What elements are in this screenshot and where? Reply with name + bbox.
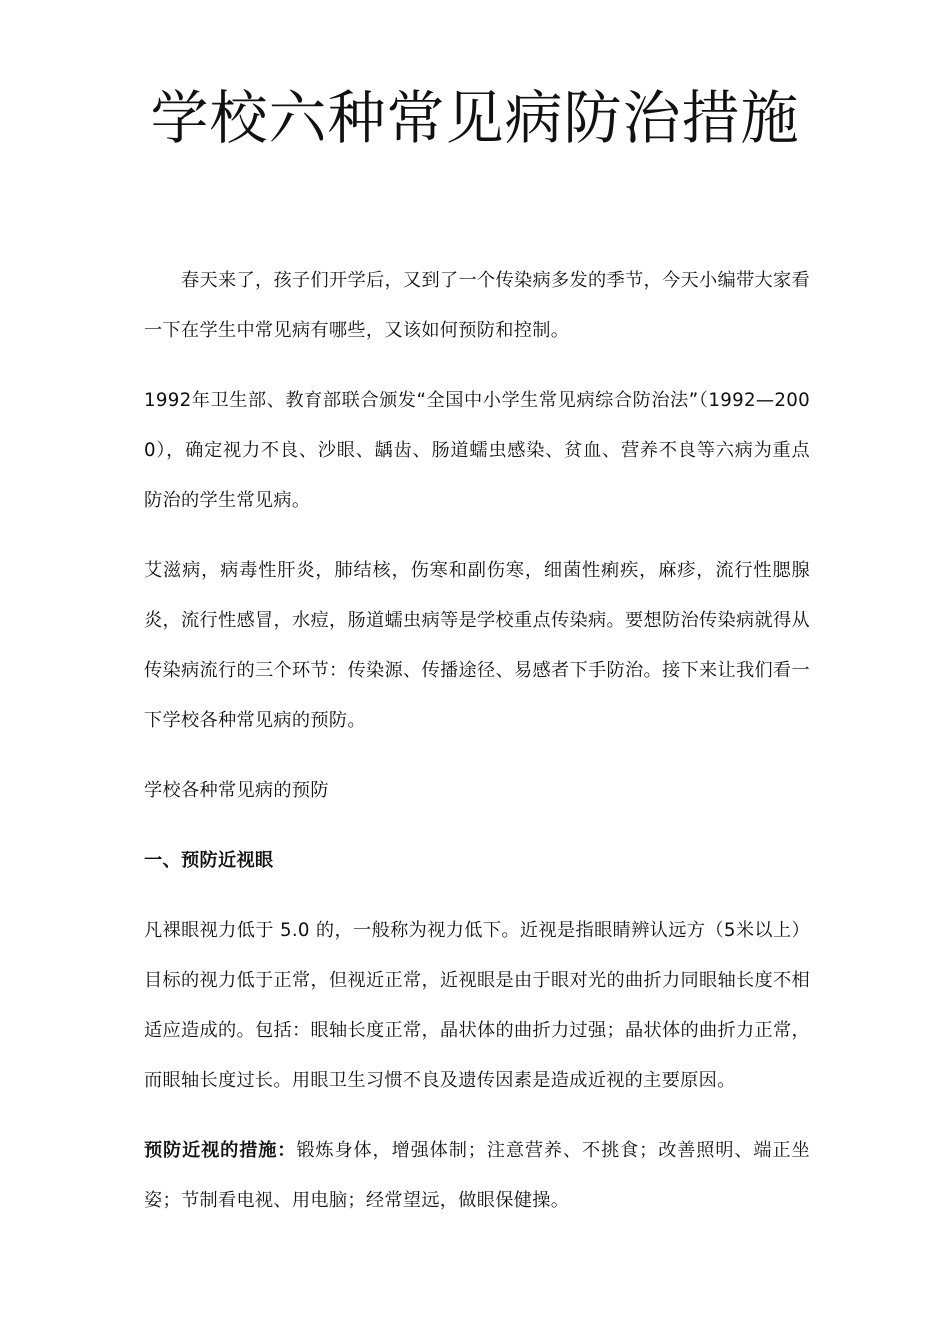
myopia-definition-paragraph: 凡裸眼视力低于 5.0 的，一般称为视力低下。近视是指眼睛辨认远方（5米以上）目标的视力低于正常，但视近正常，近视眼是由于眼对光的曲折力同眼轴长度不相适应造成的。包括：眼轴长度正常，晶状体的曲折力过强；晶状体的曲折力正常，而眼轴长度过长。用眼卫生习惯不良及遗传因素是造成近视的主要原因。 [144, 920, 810, 1091]
document-body [144, 256, 810, 1246]
document-title: 学校六种常见病防治措施 [150, 84, 800, 152]
section-label: 学校各种常见病的预防 [144, 780, 329, 801]
history-paragraph: 1992年卫生部、教育部联合颁发“全国中小学生常见病综合防治法”（1992—2000），确定视力不良、沙眼、龋齿、肠道蠕虫感染、贫血、营养不良等六病为重点防治的学生常见病。 [144, 390, 810, 511]
section-heading-myopia: 一、预防近视眼 [144, 850, 274, 871]
measures-lead: 预防近视的措施： [144, 1140, 297, 1161]
diseases-paragraph: 艾滋病，病毒性肝炎，肺结核，伤寒和副伤寒，细菌性痢疾，麻疹，流行性腮腺炎，流行性感冒，水痘，肠道蠕虫病等是学校重点传染病。要想防治传染病就得从传染病流行的三个环节：传染源、传播途径、易感者下手防治。接下来让我们看一下学校各种常见病的预防。 [144, 560, 810, 731]
myopia-measures-paragraph [144, 1126, 810, 1226]
measures-text: 锻炼身体，增强体制；注意营养、不挑食；改善照明、端正坐姿；节制看电视、用电脑；经常望远，做眼保健操。 [144, 1140, 810, 1211]
intro-paragraph: 春天来了，孩子们开学后，又到了一个传染病多发的季节，今天小编带大家看一下在学生中常见病有哪些，又该如何预防和控制。 [144, 270, 810, 341]
